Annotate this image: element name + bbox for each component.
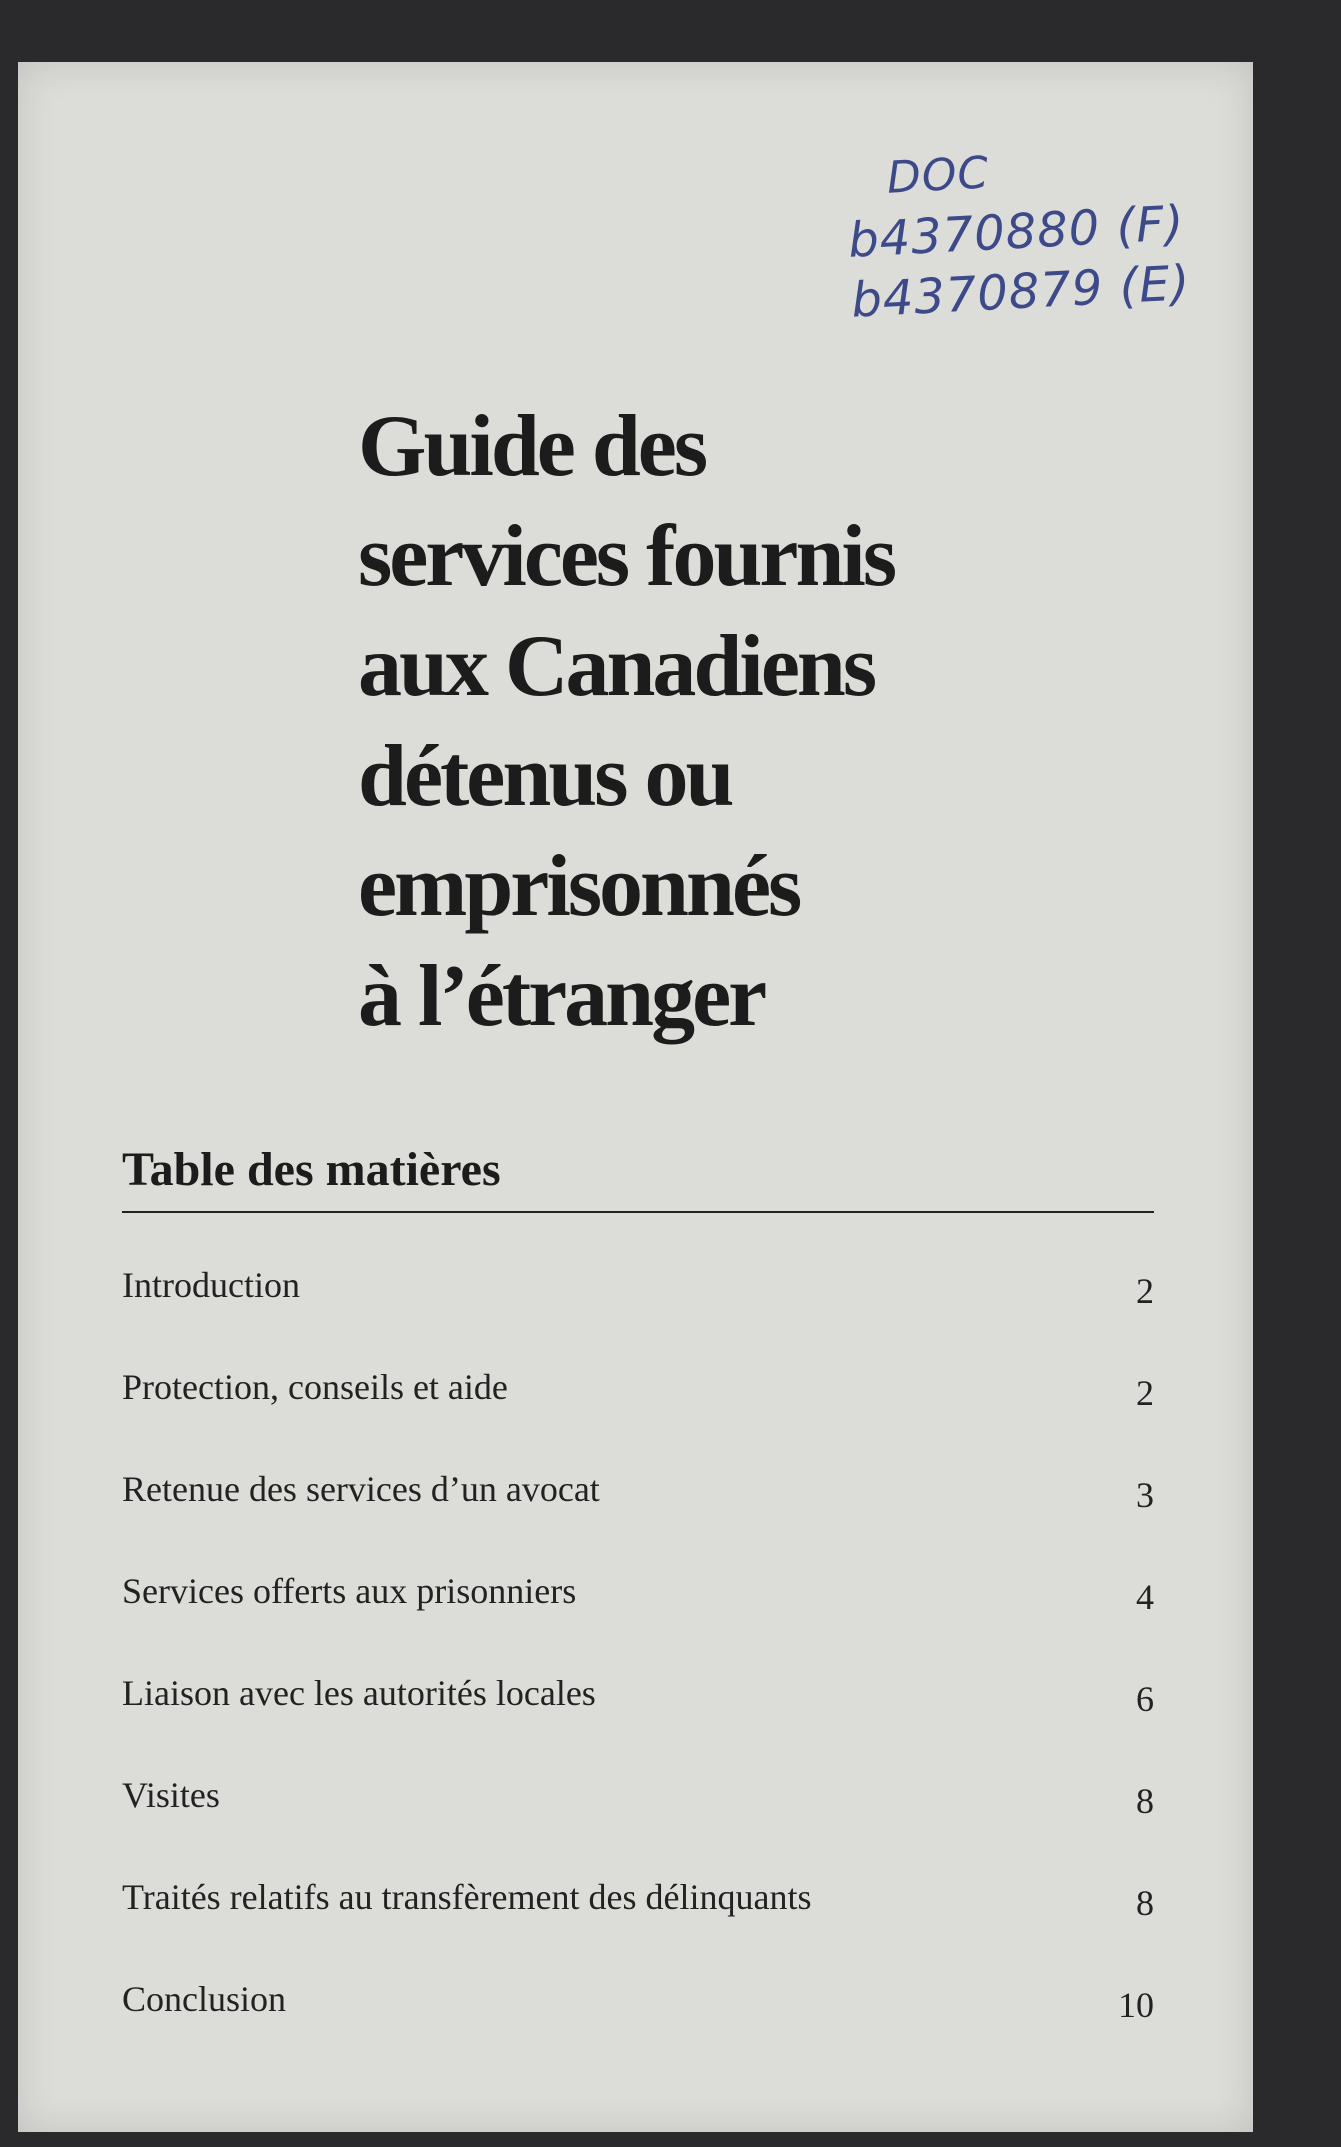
toc-entry-label: Conclusion bbox=[122, 1979, 287, 2019]
handwritten-catalog-note bbox=[844, 133, 1192, 331]
toc-entry-page: 2 bbox=[1136, 1373, 1154, 1413]
toc-entry-label: Traités relatifs au transfèrement des délinquants bbox=[122, 1877, 812, 1917]
toc-entry-label: Services offerts aux prisonniers bbox=[122, 1571, 577, 1611]
note-french-number: b4370880 (F) bbox=[846, 195, 1186, 269]
toc-entry-visites bbox=[122, 1774, 1154, 1876]
page-title bbox=[358, 392, 1118, 1052]
toc-entry-liaison bbox=[122, 1672, 1154, 1774]
document-page bbox=[18, 62, 1253, 2132]
toc-entry-page: 8 bbox=[1136, 1781, 1154, 1821]
title-line-2: services fournis bbox=[358, 508, 895, 605]
toc-entry-page: 8 bbox=[1136, 1883, 1154, 1923]
toc-entry-avocat bbox=[122, 1468, 1154, 1570]
note-english-number: b4370879 (E) bbox=[849, 255, 1192, 329]
toc-entry-page: 10 bbox=[1118, 1985, 1154, 2025]
toc-entry-label: Introduction bbox=[122, 1265, 300, 1305]
title-line-1: Guide des bbox=[358, 398, 706, 495]
title-line-5: emprisonnés bbox=[358, 838, 800, 935]
title-line-3: aux Canadiens bbox=[358, 618, 875, 715]
toc-entry-label: Retenue des services d’un avocat bbox=[122, 1469, 600, 1509]
toc-heading: Table des matières bbox=[122, 1142, 1154, 1213]
toc-entry-label: Visites bbox=[122, 1775, 220, 1815]
toc-entry-traites bbox=[122, 1876, 1154, 1978]
toc-entry-label: Liaison avec les autorités locales bbox=[122, 1673, 596, 1713]
toc-entry-services bbox=[122, 1570, 1154, 1672]
toc-entry-page: 3 bbox=[1136, 1475, 1154, 1515]
toc-entry-conclusion bbox=[122, 1978, 1154, 2080]
toc-entry-page: 2 bbox=[1136, 1271, 1154, 1311]
toc-entry-label: Protection, conseils et aide bbox=[122, 1367, 508, 1407]
toc-entry-protection bbox=[122, 1366, 1154, 1468]
toc-entry-introduction bbox=[122, 1264, 1154, 1366]
toc-entry-page: 4 bbox=[1136, 1577, 1154, 1617]
table-of-contents bbox=[122, 1264, 1154, 2080]
note-doc: DOC bbox=[885, 147, 991, 204]
title-line-4: détenus ou bbox=[358, 728, 732, 825]
toc-entry-page: 6 bbox=[1136, 1679, 1154, 1719]
title-line-6: à l’étranger bbox=[358, 948, 765, 1045]
